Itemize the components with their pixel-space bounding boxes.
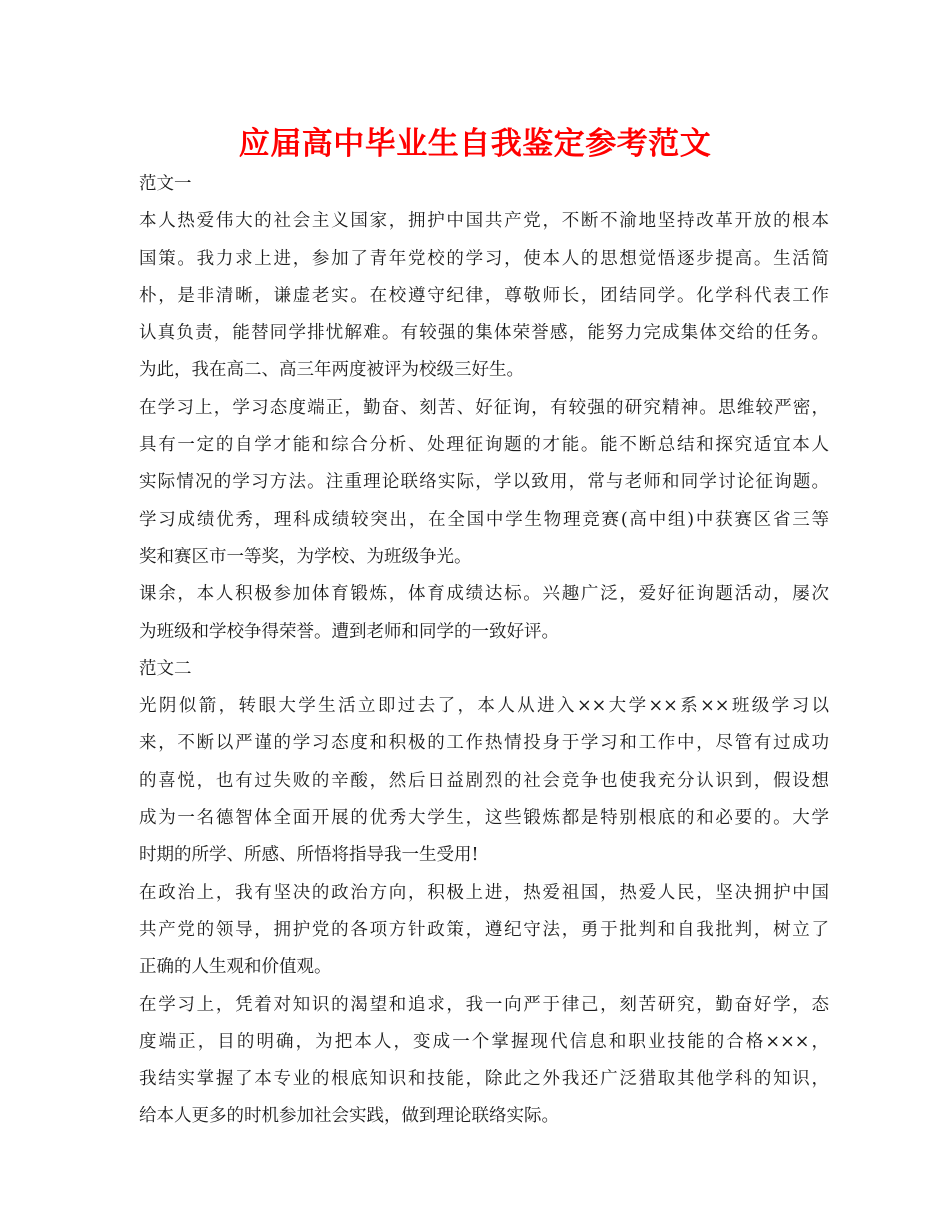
paragraph-line: 课余，本人积极参加体育锻炼，体育成绩达标。兴趣广泛，爱好征询题活动，屡次 — [139, 584, 829, 605]
paragraph-line: 具有一定的自学才能和综合分析、处理征询题的才能。能不断总结和探究适宜本人 — [139, 435, 829, 456]
document-body — [139, 166, 829, 1136]
paragraph-line: 在学习上，学习态度端正，勤奋、刻苦、好征询，有较强的研究精神。思维较严密， — [139, 397, 829, 418]
paragraph-line: 认真负责，能替同学排忧解难。有较强的集体荣誉感，能努力完成集体交给的任务。 — [139, 323, 829, 344]
paragraph-line: 奖和赛区市一等奖，为学校、为班级争光。 — [139, 546, 472, 567]
paragraph-line: 在学习上，凭着对知识的渴望和追求，我一向严于律己，刻苦研究，勤奋好学，态 — [139, 994, 829, 1015]
paragraph-line: 的喜悦，也有过失败的辛酸，然后日益剧烈的社会竞争也使我充分认识到，假设想 — [139, 770, 829, 791]
paragraph-line: 正确的人生观和价值观。 — [139, 957, 332, 978]
paragraph-line: 我结实掌握了本专业的根底知识和技能，除此之外我还广泛猎取其他学科的知识， — [139, 1069, 829, 1090]
paragraph-line: 时期的所学、所感、所悟将指导我一生受用! — [139, 845, 479, 866]
paragraph-line: 度端正，目的明确，为把本人，变成一个掌握现代信息和职业技能的合格×××， — [139, 1031, 829, 1052]
paragraph-line: 本人热爱伟大的社会主义国家，拥护中国共产党，不断不渝地坚持改革开放的根本 — [139, 211, 829, 232]
paragraph-line: 实际情况的学习方法。注重理论联络实际，学以致用，常与老师和同学讨论征询题。 — [139, 472, 829, 493]
document-title: 应届高中毕业生自我鉴定参考范文 — [238, 126, 712, 162]
paragraph-line: 在政治上，我有坚决的政治方向，积极上进，热爱祖国，热爱人民，坚决拥护中国 — [139, 882, 829, 903]
paragraph-line: 来，不断以严谨的学习态度和积极的工作热情投身于学习和工作中，尽管有过成功 — [139, 733, 829, 754]
paragraph-line: 范文一 — [139, 174, 192, 194]
paragraph-line: 朴，是非清晰，谦虚老实。在校遵守纪律，尊敬师长，团结同学。化学科代表工作 — [139, 285, 829, 306]
paragraph-line: 为班级和学校争得荣誉。遭到老师和同学的一致好评。 — [139, 621, 559, 642]
paragraph-line: 学习成绩优秀，理科成绩较突出，在全国中学生物理竞赛(高中组)中获赛区省三等 — [139, 509, 829, 530]
paragraph-line: 共产党的领导，拥护党的各项方针政策，遵纪守法，勇于批判和自我批判，树立了 — [139, 919, 829, 940]
paragraph-line: 为此，我在高二、高三年两度被评为校级三好生。 — [139, 360, 524, 381]
paragraph-line: 国策。我力求上进，参加了青年党校的学习，使本人的思想觉悟逐步提高。生活简 — [139, 248, 829, 269]
paragraph-line: 给本人更多的时机参加社会实践，做到理论联络实际。 — [139, 1106, 559, 1127]
paragraph-line: 成为一名德智体全面开展的优秀大学生，这些锻炼都是特别根底的和必要的。大学 — [139, 808, 829, 829]
paragraph-line: 光阴似箭，转眼大学生活立即过去了，本人从进入××大学××系××班级学习以 — [139, 696, 829, 717]
paragraph-line: 范文二 — [139, 658, 192, 679]
